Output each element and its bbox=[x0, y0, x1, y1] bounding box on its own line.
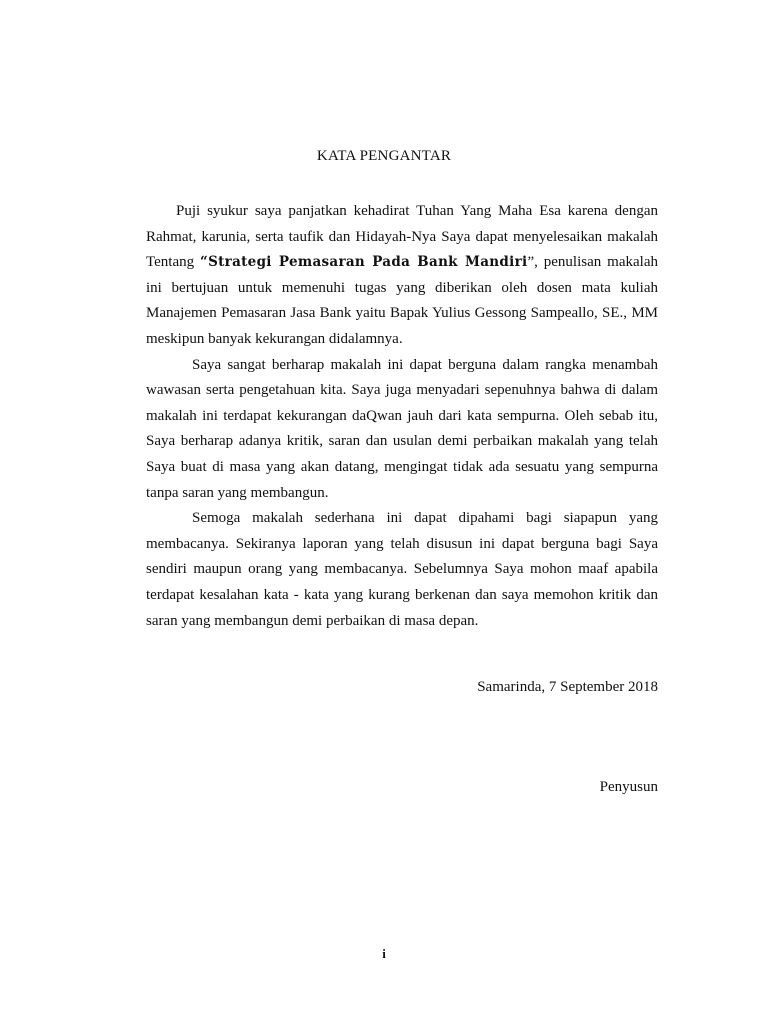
place-and-date: Samarinda, 7 September 2018 bbox=[477, 679, 658, 695]
paragraph-1-rest: ”, penulisan makalah ini bertujuan untuk memenuhi tugas yang diberikan oleh dosen mata kuliah Manajemen Pemasaran Jasa Bank yaitu Bapak Yulius Gessong Sampeallo, SE., MM meskipun banyak kekurangan didalamnya. bbox=[146, 254, 658, 347]
signer-label: Penyusun bbox=[599, 779, 658, 795]
page-number: i bbox=[382, 946, 386, 961]
paragraph-1-intro: Puji syukur saya panjatkan kehadirat Tuhan Yang Maha Esa karena dengan Rahmat, karunia, serta taufik dan Hidayah-Nya Saya dapat menyelesaikan makalah Tentang bbox=[146, 203, 658, 271]
paragraph-3: Semoga makalah sederhana ini dapat dipahami bagi siapapun yang membacanya. Sekiranya laporan yang telah disusun ini dapat berguna bagi Saya sendiri maupun orang yang membacanya. Sebelumnya Saya mohon maaf apabila terdapat kesalahan kata - kata yang kurang berkenan dan saya memohon kritik dan saran yang membangun demi perbaikan di masa depan. bbox=[146, 510, 658, 629]
page-title: KATA PENGANTAR bbox=[316, 148, 452, 164]
document-body bbox=[146, 199, 658, 634]
paragraph-2: Saya sangat berharap makalah ini dapat berguna dalam rangka menambah wawasan serta pengetahuan kita. Saya juga menyadari sepenuhnya bahwa di dalam makalah ini terdapat kekurangan daQwan jauh dari kata sempurna. Oleh sebab itu, Saya berharap adanya kritik, saran dan usulan demi perbaikan makalah yang telah Saya buat di masa yang akan datang, mengingat tidak ada sesuatu yang sempurna tanpa saran yang membangun. bbox=[146, 356, 658, 501]
paper-title-quote: “Strategi Pemasaran Pada Bank Mandiri bbox=[200, 254, 528, 271]
paragraph-1 bbox=[146, 199, 658, 353]
